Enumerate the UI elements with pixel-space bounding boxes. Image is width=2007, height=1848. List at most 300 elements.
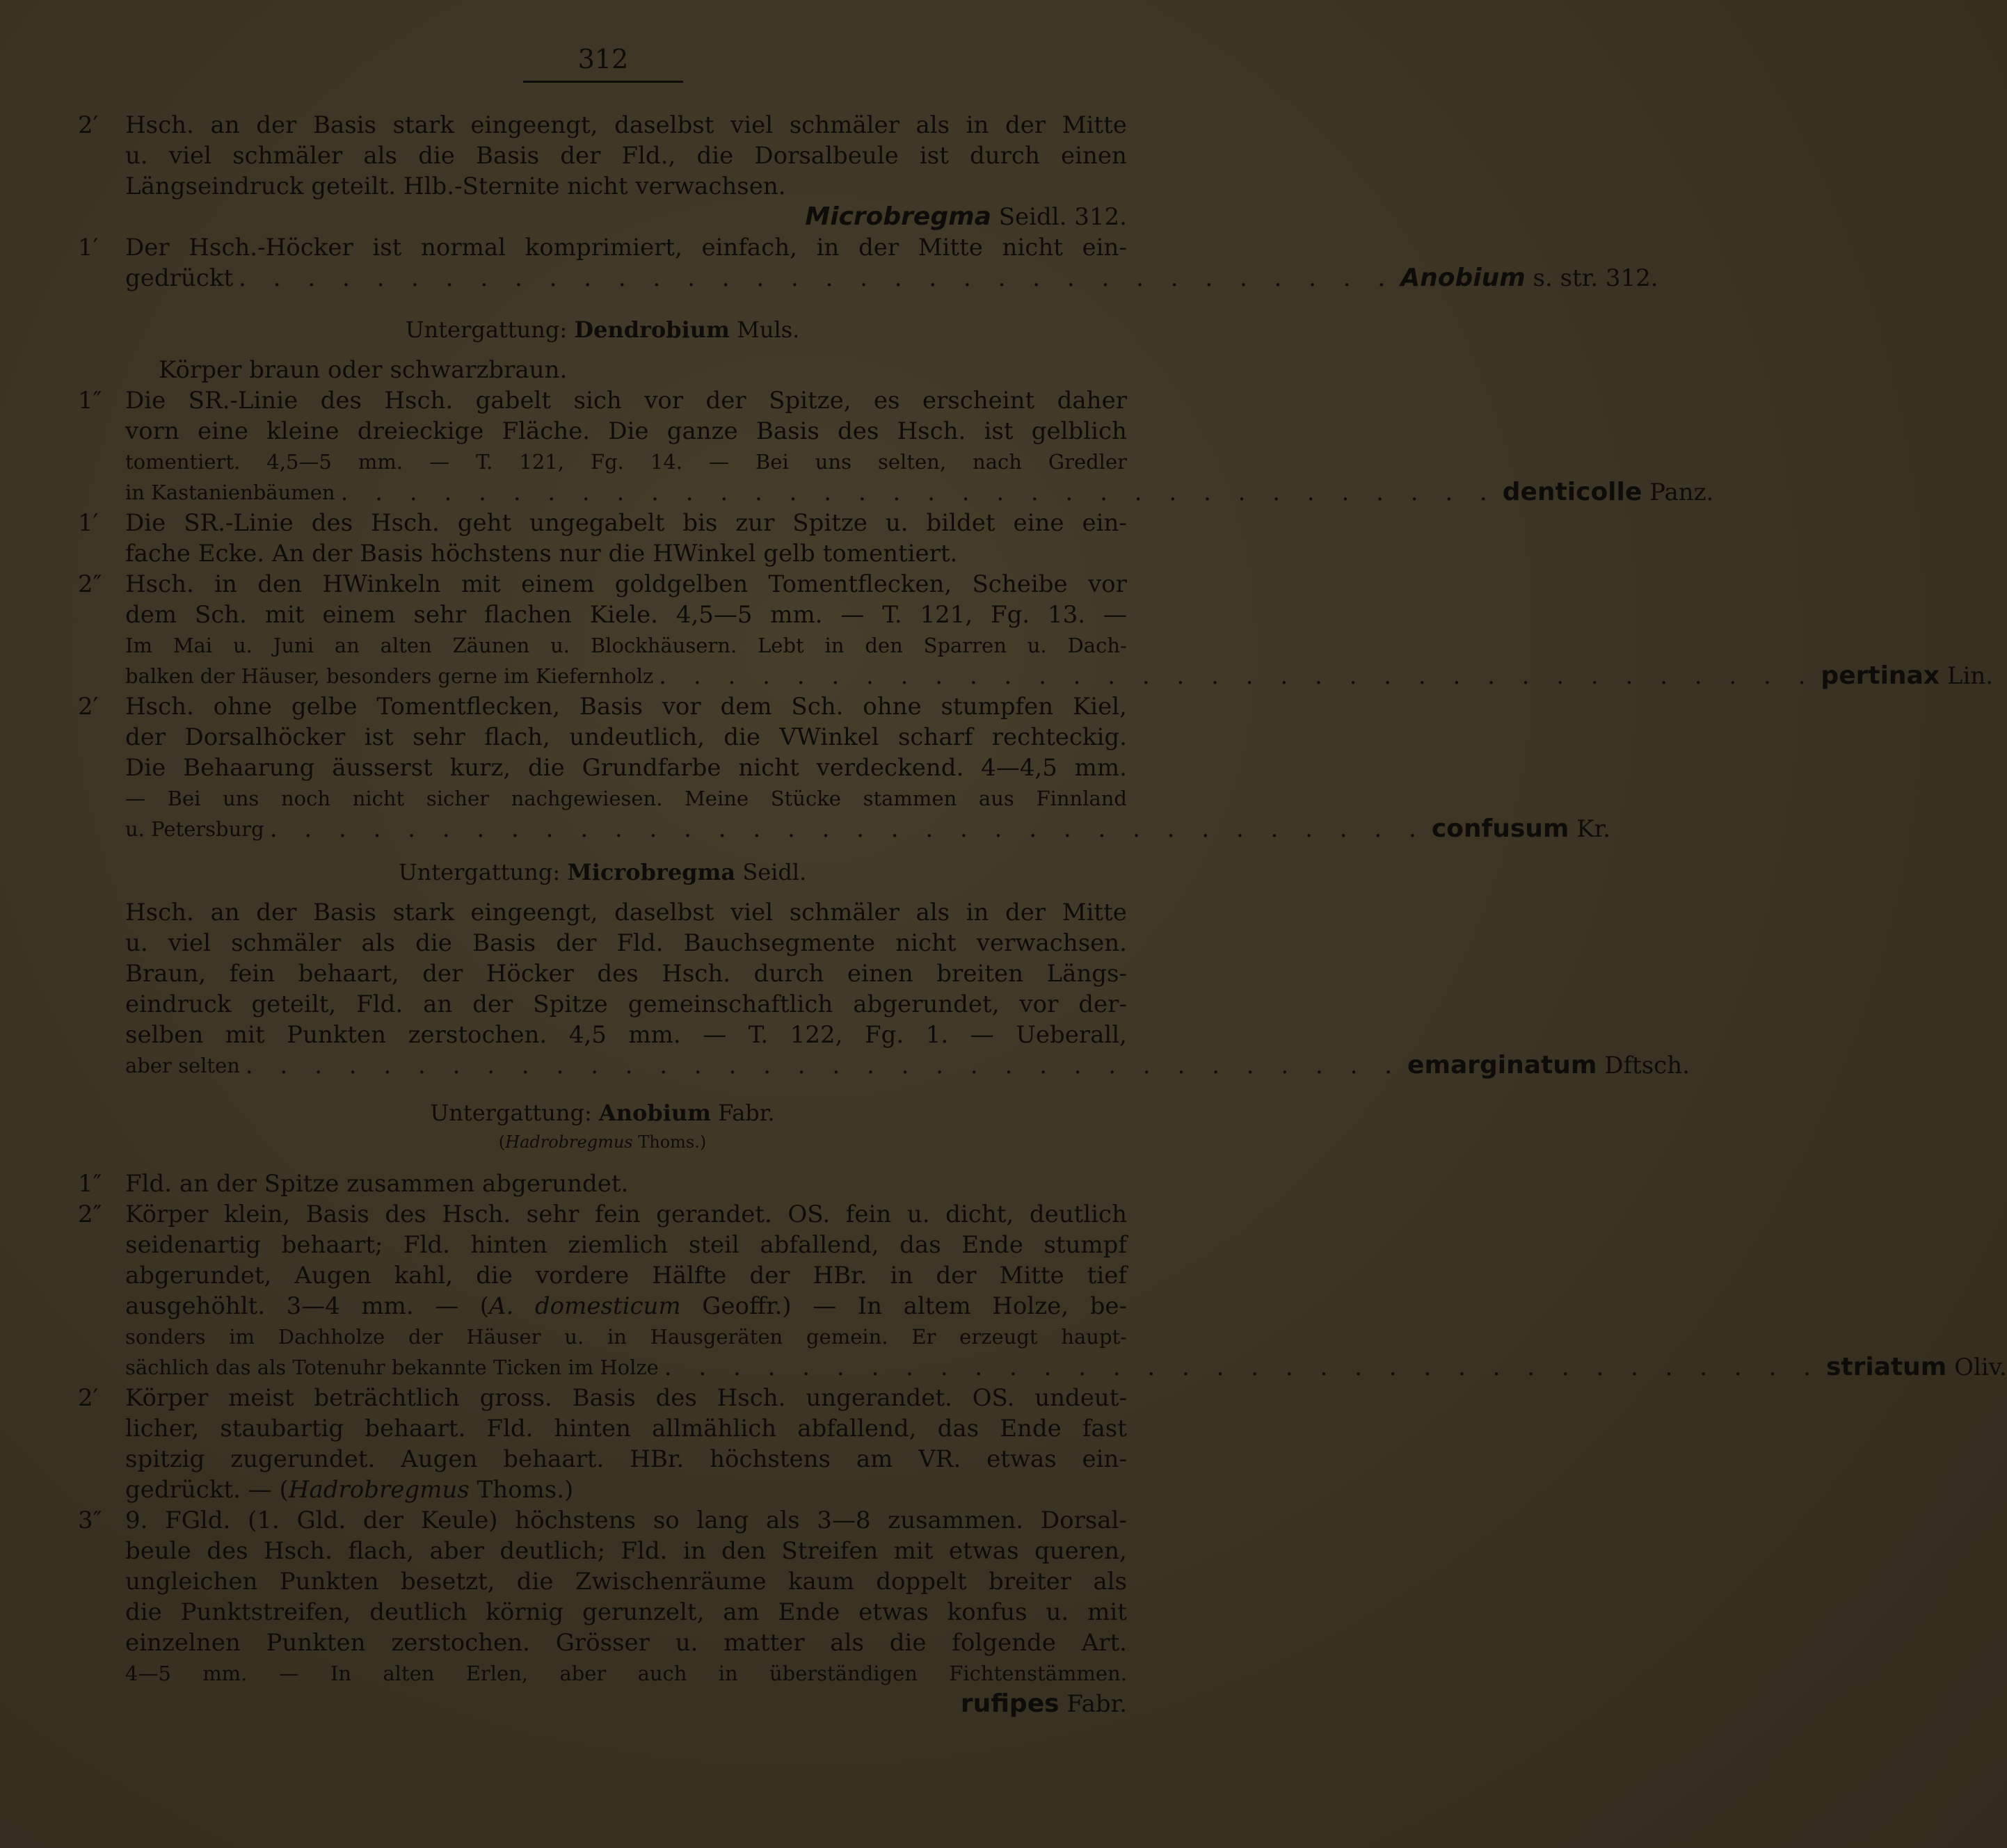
- word: licher,: [125, 1415, 200, 1443]
- word: klein,: [223, 1200, 291, 1228]
- key-marker: 2′: [78, 1384, 99, 1412]
- text-line: [78, 1260, 1127, 1291]
- word: einen: [847, 960, 913, 988]
- word: ein-: [1082, 509, 1127, 537]
- word: Hälfte: [652, 1262, 727, 1289]
- word: alten: [383, 1662, 435, 1685]
- word: komprimiert,: [525, 234, 682, 262]
- word: gemeinschaftlich: [627, 990, 833, 1018]
- word: gelbe: [291, 693, 358, 721]
- species-name: striatum Oliv.: [1825, 1353, 2007, 1381]
- word: als: [361, 929, 395, 957]
- word: Keule): [420, 1506, 498, 1534]
- word: durch: [970, 142, 1040, 170]
- word: mit: [264, 601, 305, 629]
- text-line: [78, 722, 1127, 753]
- word: allmählich: [652, 1415, 777, 1443]
- word: der: [422, 960, 463, 988]
- word: der: [858, 234, 899, 262]
- line-text: [125, 110, 1127, 140]
- word: verwachsen.: [976, 929, 1127, 957]
- word: der: [749, 1262, 790, 1289]
- word: altem: [903, 1292, 971, 1320]
- word: als: [1093, 1568, 1127, 1596]
- word: matter: [723, 1629, 805, 1657]
- word: sicher: [426, 787, 489, 810]
- word: verdeckend.: [816, 754, 964, 782]
- word: viel: [168, 142, 211, 170]
- key-marker: 1″: [78, 1170, 102, 1198]
- word: gerandet.: [656, 1200, 772, 1228]
- word: in: [718, 1662, 738, 1685]
- word: Augen: [401, 1445, 478, 1473]
- word: Dorsalhöcker: [184, 723, 346, 751]
- word: viel: [168, 929, 211, 957]
- line-text: [125, 1291, 1127, 1321]
- word: —: [703, 1021, 727, 1049]
- word: vor: [1019, 990, 1059, 1018]
- line-text: [125, 232, 1127, 263]
- word: undeut-: [1034, 1384, 1127, 1412]
- line-text: [125, 1628, 1127, 1658]
- word: —: [970, 1021, 994, 1049]
- word: die: [527, 754, 565, 782]
- word: OS.: [787, 1200, 831, 1228]
- line-text: [125, 897, 1127, 928]
- text-line: [78, 1020, 1127, 1050]
- word: Die: [125, 509, 166, 537]
- word: Basis: [305, 1200, 369, 1228]
- taxon-line: Microbregma Seidl. 312.: [805, 202, 1127, 231]
- word: Basis: [476, 142, 540, 170]
- text-line: [78, 1658, 1127, 1689]
- word: zerstochen.: [408, 1021, 547, 1049]
- word: sehr: [526, 1200, 579, 1228]
- line-text: [125, 447, 1127, 477]
- text-line: [78, 1475, 1127, 1505]
- word: Fld.: [621, 1537, 668, 1565]
- word: Basis: [572, 1384, 636, 1412]
- word: ziemlich: [568, 1231, 669, 1259]
- word: Punktstreifen,: [180, 1598, 351, 1626]
- line-text: gedrückt. — (Hadrobregmus Thoms.): [125, 1476, 574, 1504]
- word: fast: [1082, 1415, 1127, 1443]
- word: mit: [893, 1537, 934, 1565]
- word: vordere: [535, 1262, 630, 1289]
- word: Finnland: [1036, 787, 1127, 810]
- word: eingeengt,: [470, 111, 598, 139]
- word: behaart.: [365, 1415, 466, 1443]
- word: Sch.: [791, 693, 844, 721]
- word: Höcker: [486, 960, 574, 988]
- word: ganze: [666, 417, 738, 445]
- word: an: [334, 634, 360, 657]
- word: beule: [125, 1537, 191, 1565]
- word: Häuser: [466, 1325, 541, 1349]
- word: Fld.,: [621, 142, 676, 170]
- word: bildet: [926, 509, 995, 537]
- word: HWinkeln: [322, 570, 441, 598]
- word: Dach-: [1067, 634, 1127, 657]
- leader-dots: . . . . . . . . . . . . . . . . . . . . . . . . . . . . . . . . . .: [269, 815, 1426, 843]
- taxon-name: emarginatum: [1407, 1051, 1597, 1079]
- taxon-name: Microbregma: [805, 202, 991, 231]
- text-line: [78, 508, 1127, 538]
- subgenus-heading: Untergattung: Microbregma Seidl.: [398, 859, 807, 885]
- word: Spitze: [792, 509, 867, 537]
- word: etwas: [858, 1598, 929, 1626]
- word: flachen: [484, 601, 572, 629]
- word: mm.: [770, 601, 823, 629]
- word: daher: [1057, 387, 1127, 415]
- word: nachgewiesen.: [511, 787, 663, 810]
- word: Hsch.: [442, 1200, 511, 1228]
- word: dreieckige: [357, 417, 484, 445]
- text-line: [78, 416, 1127, 447]
- word: meist: [228, 1384, 294, 1412]
- italic-name: Hadrobregmus: [288, 1476, 470, 1504]
- word: schmäler: [789, 899, 899, 926]
- line-text: [125, 1321, 1127, 1352]
- word: mit: [1087, 1598, 1127, 1626]
- word: Kiel,: [1072, 693, 1127, 721]
- word: des: [385, 1200, 426, 1228]
- word: be-: [1089, 1292, 1127, 1320]
- word: schmäler: [789, 111, 899, 139]
- word: der: [125, 723, 166, 751]
- word: FGld.: [165, 1506, 231, 1534]
- word: VR.: [918, 1445, 961, 1473]
- text-line: [78, 171, 1127, 202]
- word: als: [765, 1506, 800, 1534]
- word: den: [865, 634, 903, 657]
- word: nicht: [738, 754, 799, 782]
- word: ohne: [213, 693, 273, 721]
- word: nicht: [1002, 234, 1063, 262]
- word: Mitte: [999, 1262, 1064, 1289]
- entry-line: [125, 1352, 2007, 1383]
- word: steil: [688, 1231, 739, 1259]
- word: Punkten: [287, 1021, 387, 1049]
- word: sehr: [413, 723, 465, 751]
- word: äusserst: [332, 754, 433, 782]
- word: konfus: [947, 1598, 1028, 1626]
- line-text: [125, 1020, 1127, 1050]
- text-line: [78, 897, 1127, 928]
- species-name: confusum Kr.: [1431, 814, 1610, 843]
- word: aber: [559, 1662, 607, 1685]
- page-number: 312: [577, 44, 629, 74]
- word: Braun,: [125, 960, 207, 988]
- word: Basis: [579, 693, 643, 721]
- word: ein-: [1082, 1445, 1127, 1473]
- word: mm.: [628, 1021, 681, 1049]
- leader-dots: . . . . . . . . . . . . . . . . . . . . . . . . . . . . . . . . . .: [245, 1052, 1402, 1079]
- text-line: [78, 1536, 1127, 1566]
- word: mit: [225, 1021, 265, 1049]
- word: nicht: [352, 787, 405, 810]
- line-text: [125, 753, 1127, 783]
- line-text: [125, 958, 1127, 989]
- word: das: [937, 1415, 979, 1443]
- word: mm.: [361, 1292, 414, 1320]
- word: u.: [906, 1200, 930, 1228]
- word: viel: [730, 111, 774, 139]
- word: den: [257, 570, 303, 598]
- word: SR.-Linie: [188, 387, 298, 415]
- word: geht: [457, 509, 512, 537]
- line-text: [125, 783, 1127, 814]
- text-line: [78, 263, 1658, 294]
- word: mm.: [358, 450, 403, 474]
- word: —: [709, 450, 729, 474]
- word: lang: [696, 1506, 749, 1534]
- line-text: [125, 140, 1127, 171]
- key-marker: 2′: [78, 693, 99, 721]
- word: (1.: [248, 1506, 280, 1534]
- word: breiten: [936, 960, 1023, 988]
- word: Dorsalbeule: [754, 142, 899, 170]
- line-text: [125, 1444, 1127, 1475]
- word: ist: [984, 417, 1014, 445]
- word: Basis: [755, 417, 819, 445]
- word: normal: [421, 234, 506, 262]
- word: [535, 1291, 681, 1321]
- word: an: [210, 899, 240, 926]
- word: ungerandet.: [806, 1384, 952, 1412]
- word: in: [824, 634, 845, 657]
- word: Fg.: [864, 1021, 904, 1049]
- word: abfallend,: [797, 1415, 917, 1443]
- word: am: [723, 1598, 760, 1626]
- word: den: [721, 1537, 766, 1565]
- line-text: [125, 989, 1127, 1020]
- text-line: [78, 1352, 2007, 1383]
- line-text: Körper braun oder schwarzbraun.: [159, 356, 568, 384]
- word: das: [899, 1231, 941, 1259]
- word: Erlen,: [465, 1662, 529, 1685]
- word: ein-: [1082, 234, 1127, 262]
- word: Grundfarbe: [582, 754, 721, 782]
- word: geteilt,: [251, 990, 337, 1018]
- word: Tomentflecken,: [768, 570, 952, 598]
- species-name: denticolle Panz.: [1502, 478, 1714, 506]
- text-line: [78, 569, 1127, 600]
- word: in: [966, 899, 989, 926]
- word: 3—8: [817, 1506, 871, 1534]
- word: gelblich: [1031, 417, 1127, 445]
- text-line: [78, 1050, 1690, 1081]
- text-line: [78, 928, 1127, 958]
- word: ungegabelt: [529, 509, 665, 537]
- word: einzelnen: [125, 1629, 241, 1657]
- word: Basis: [312, 899, 376, 926]
- word: flach,: [484, 723, 550, 751]
- word: Grösser: [555, 1629, 650, 1657]
- word: 4,5: [568, 1021, 607, 1049]
- leader-dots: . . . . . . . . . . . . . . . . . . . . . . . . . . . . . . . . . .: [659, 662, 1816, 690]
- word: daselbst: [614, 111, 714, 139]
- taxon-name: striatum: [1825, 1353, 1947, 1381]
- word: u.: [232, 634, 253, 657]
- word: abfallend,: [760, 1231, 879, 1259]
- word: u.: [1027, 634, 1047, 657]
- word: der: [256, 899, 297, 926]
- word: Hsch.-Höcker: [189, 234, 353, 262]
- word: der: [556, 929, 597, 957]
- word: körnig: [486, 1598, 564, 1626]
- word: etwas: [948, 1537, 1019, 1565]
- word: Bei: [167, 787, 201, 810]
- word: die: [476, 1262, 513, 1289]
- word: dem: [125, 601, 177, 629]
- word: in: [682, 1537, 706, 1565]
- word: vor: [644, 387, 684, 415]
- word: behaart;: [281, 1231, 383, 1259]
- word: Sparren: [923, 634, 1007, 657]
- line-text: [125, 1230, 1127, 1260]
- word: —: [813, 1292, 837, 1320]
- text-line: [78, 1291, 1127, 1321]
- word: u.: [675, 1629, 698, 1657]
- word: die: [125, 1598, 162, 1626]
- word: SR.-Linie: [184, 509, 294, 537]
- word: queren,: [1034, 1537, 1127, 1565]
- leader-dots: . . . . . . . . . . . . . . . . . . . . . . . . . . . . . . . . . .: [664, 1353, 1821, 1381]
- word: ausgehöhlt.: [125, 1292, 266, 1320]
- word: seidenartig: [125, 1231, 262, 1259]
- word: besetzt,: [400, 1568, 495, 1596]
- word: in: [890, 1262, 913, 1289]
- text-line: [78, 661, 1994, 691]
- subgenus-heading: Untergattung: Dendrobium Muls.: [405, 316, 800, 343]
- word: Ende: [961, 1231, 1023, 1259]
- word: der: [705, 387, 746, 415]
- word: HBr.: [630, 1445, 685, 1473]
- key-marker: 1′: [78, 509, 99, 537]
- line-text: [125, 928, 1127, 958]
- text-line: [78, 140, 1127, 171]
- text-line: [78, 477, 1714, 508]
- word: Die: [608, 417, 649, 445]
- word: 13.: [1048, 601, 1086, 629]
- italic-name: domesticum: [534, 1292, 681, 1320]
- word: Die: [125, 387, 166, 415]
- text-line: [78, 385, 1127, 416]
- word: noch: [280, 787, 331, 810]
- taxon-name: confusum: [1431, 814, 1569, 843]
- word: Punkten: [279, 1568, 379, 1596]
- text-line: [78, 1230, 1127, 1260]
- word: Die: [125, 754, 166, 782]
- word: schmäler: [231, 929, 342, 957]
- text-line: [78, 447, 1127, 477]
- text-line: [78, 1444, 1127, 1475]
- line-text: [125, 722, 1127, 753]
- line-text: fache Ecke. An der Basis höchstens nur die HWinkel gelb tomentiert.: [125, 540, 958, 568]
- word: in: [607, 1325, 627, 1349]
- word: 14.: [650, 450, 682, 474]
- line-text: [125, 416, 1127, 447]
- word: ungleichen: [125, 1568, 258, 1596]
- word: Hsch.: [125, 111, 194, 139]
- text-line: [78, 110, 1127, 140]
- word: der: [1005, 111, 1046, 139]
- word: stark: [392, 111, 454, 139]
- word: so: [653, 1506, 680, 1534]
- text-line: [78, 691, 1127, 722]
- entry-text: aber selten: [125, 1054, 240, 1077]
- word: Basis: [472, 929, 536, 957]
- word: u.: [125, 929, 148, 957]
- word: Fld.: [486, 1415, 534, 1443]
- word: dem: [720, 693, 772, 721]
- word: des: [320, 387, 362, 415]
- line-text: [125, 1413, 1127, 1444]
- text-line: [78, 232, 1127, 263]
- text-line: [78, 1413, 1127, 1444]
- word: in: [214, 570, 237, 598]
- word: Behaarung: [183, 754, 315, 782]
- word: —: [125, 787, 145, 810]
- entry-line: [125, 477, 1714, 508]
- word: die: [889, 1629, 927, 1657]
- word: Mitte: [918, 234, 983, 262]
- text-line: [78, 1689, 1127, 1719]
- word: 4,5—5: [266, 450, 332, 474]
- text-line: [78, 1199, 1127, 1230]
- word: eingeengt,: [470, 899, 598, 926]
- text-line: [78, 753, 1127, 783]
- word: OS.: [972, 1384, 1015, 1412]
- line-text: [125, 569, 1127, 600]
- word: der: [1005, 899, 1046, 926]
- word: (A.: [479, 1292, 514, 1320]
- word: Augen: [294, 1262, 371, 1289]
- word: Zäunen: [452, 634, 530, 657]
- word: viel: [730, 899, 774, 926]
- species-name: pertinax Lin.: [1821, 661, 1994, 690]
- word: vor: [1087, 570, 1127, 598]
- word: die: [696, 142, 734, 170]
- word: 4—5: [125, 1662, 171, 1685]
- subgenus-name: Microbregma: [567, 859, 736, 885]
- word: Hausgeräten: [650, 1325, 783, 1349]
- word: sehr: [413, 601, 467, 629]
- word: des: [597, 960, 639, 988]
- word: Mitte: [1062, 899, 1127, 926]
- word: Scheibe: [972, 570, 1068, 598]
- line-text: [125, 630, 1127, 661]
- word: Fichtenstämmen.: [949, 1662, 1127, 1685]
- text-line: [78, 958, 1127, 989]
- synonym-name: Hadrobregmus: [505, 1132, 633, 1152]
- word: dicht,: [945, 1200, 1014, 1228]
- word: Hsch.: [370, 509, 440, 537]
- word: als: [830, 1629, 864, 1657]
- word: uns: [815, 450, 851, 474]
- word: Ende: [778, 1598, 840, 1626]
- word: Fg.: [991, 601, 1030, 629]
- word: Punkten: [266, 1629, 366, 1657]
- text-line: [78, 1383, 1127, 1413]
- word: Körper: [125, 1384, 209, 1412]
- text-line: [78, 202, 1127, 232]
- line-text: [125, 1505, 1127, 1536]
- word: der: [408, 1325, 443, 1349]
- word: Ueberall,: [1016, 1021, 1127, 1049]
- word: Spitze: [533, 990, 608, 1018]
